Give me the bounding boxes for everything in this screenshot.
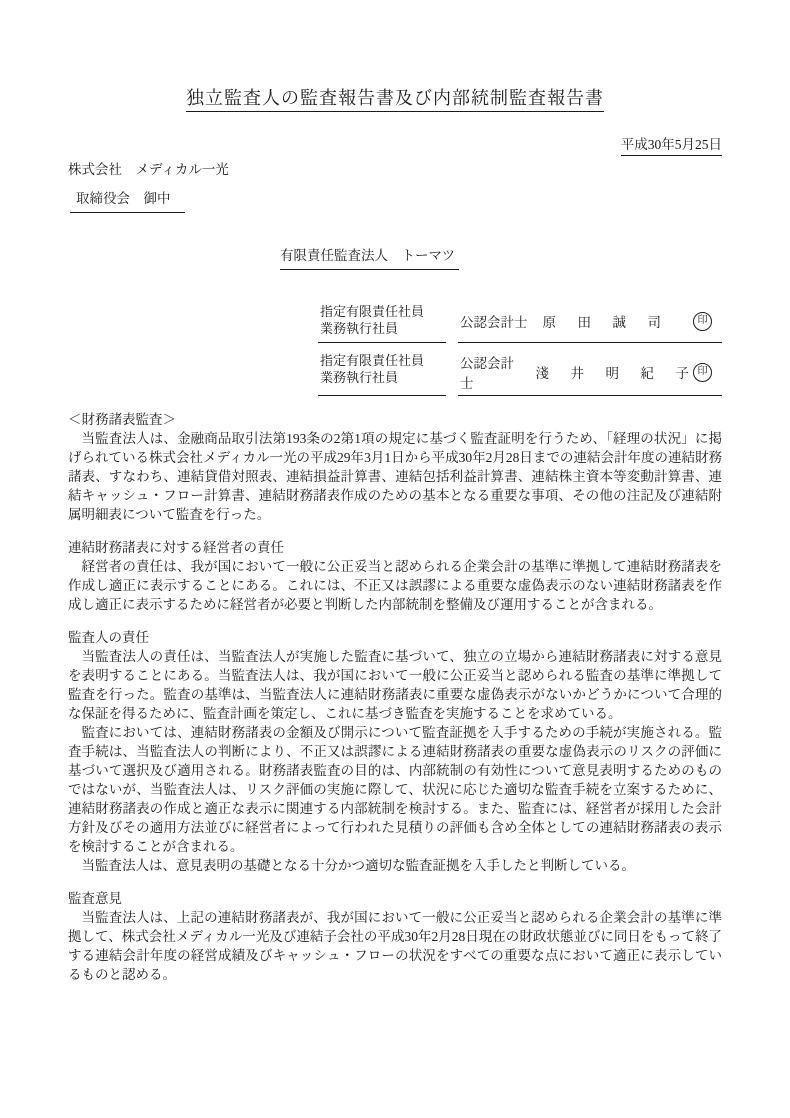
section-financial-statements-audit: [68, 410, 722, 524]
accountant-name: 淺 井 明 紀 子: [535, 366, 693, 381]
report-title: 独立監査人の監査報告書及び内部統制監査報告書: [186, 88, 604, 112]
signatory-row: [318, 352, 722, 396]
seal-icon: 印: [693, 312, 712, 331]
report-date: 平成30年5月25日: [621, 137, 722, 156]
company-name: 株式会社 メディカル一光: [68, 162, 229, 177]
signatory-role: [318, 303, 446, 343]
section-audit-opinion: [68, 889, 722, 984]
section-heading: ＜財務諸表監査＞: [68, 412, 176, 427]
accountant-name: 原 田 誠 司: [542, 315, 665, 330]
role-line: 業務執行社員: [320, 370, 399, 385]
auditor-firm: 有限責任監査法人 トーマツ: [280, 247, 459, 270]
date-row: [68, 136, 722, 154]
paragraph: 当監査法人は、上記の連結財務諸表が、我が国において一般に公正妥当と認められる企業会計の基準に準拠して、株式会社メディカル一光及び連結子会社の平成30年2月28日現在の財政状態並びに同日をもって終了する連結会計年度の経営成績及びキャッシュ・フローの状況をすべての重要な点において適正に表示しているものと認める。: [68, 910, 722, 982]
role-line: 指定有限責任社員: [320, 304, 425, 319]
signature-block: [318, 303, 722, 396]
section-heading: 監査人の責任: [68, 630, 149, 645]
section-heading: 監査意見: [68, 891, 122, 906]
role-line: 業務執行社員: [320, 321, 399, 336]
section-management-responsibility: [68, 538, 722, 614]
signatory-row: [318, 303, 722, 343]
seal-icon: 印: [693, 363, 712, 382]
addressee-row: [68, 190, 722, 213]
paragraph: 経営者の責任は、我が国において一般に公正妥当と認められる企業会計の基準に準拠して連結財務諸表を作成し適正に表示することにある。これには、不正又は誤謬による重要な虚偽表示のない連結財務諸表を作成し適正に表示するために経営者が必要と判断した内部統制を整備及び運用することが含まれる。: [68, 559, 722, 612]
section-heading: 連結財務諸表に対する経営者の責任: [68, 540, 284, 555]
addressee: 取締役会 御中: [70, 190, 185, 213]
paragraph: 当監査法人は、意見表明の基礎となる十分かつ適切な監査証拠を入手したと判断している。: [81, 858, 635, 873]
title-row: [68, 86, 722, 110]
accountant-title: 公認会計士: [460, 315, 528, 330]
paragraph: 当監査法人は、金融商品取引法第193条の2第1項の規定に基づく監査証明を行うため、「経理の状況」に掲げられている株式会社メディカル一光の平成29年3月1日から平成30年2月28日までの連結会計年度の連結財務諸表、すなわち、連結貸借対照表、連結損益計算書、連結包括利益計算書、連結株主資本等変動計算書、連結キャッシュ・フロー計算書、連結財務諸表作成のための基本となる重要な事項、その他の注記及び連結附属明細表について監査を行った。: [68, 431, 722, 522]
firm-row: [68, 247, 722, 270]
signatory-signature: [458, 303, 722, 343]
paragraph: 当監査法人の責任は、当監査法人が実施した監査に基づいて、独立の立場から連結財務諸表に対する意見を表明することにある。当監査法人は、我が国において一般に公正妥当と認められる監査の基準に準拠して監査を行った。監査の基準は、当監査法人に連結財務諸表に重要な虚偽表示がないかどうかについて合理的な保証を得るために、監査計画を策定し、これに基づき監査を実施することを求めている。: [68, 649, 722, 721]
role-line: 指定有限責任社員: [320, 353, 425, 368]
accountant-title: 公認会計士: [460, 356, 514, 391]
section-auditor-responsibility: [68, 628, 722, 875]
paragraph: 監査においては、連結財務諸表の金額及び開示について監査証拠を入手するための手続が実施される。監査手続は、当監査法人の判断により、不正又は誤謬による連結財務諸表の重要な虚偽表示のリスクの評価に基づいて選択及び適用される。財務諸表監査の目的は、内部統制の有効性について意見表明するためのものではないが、当監査法人は、リスク評価の実施に際して、状況に応じた適切な監査手続を立案するために、連結財務諸表の作成と適正な表示に関連する内部統制を検討する。また、監査には、経営者が採用した会計方針及びその適用方法並びに経営者によって行われた見積りの評価も含め全体としての連結財務諸表の表示を検討することが含まれる。: [68, 725, 722, 854]
signatory-role: [318, 352, 446, 396]
report-body: [68, 410, 722, 984]
signatory-signature: [458, 352, 722, 396]
